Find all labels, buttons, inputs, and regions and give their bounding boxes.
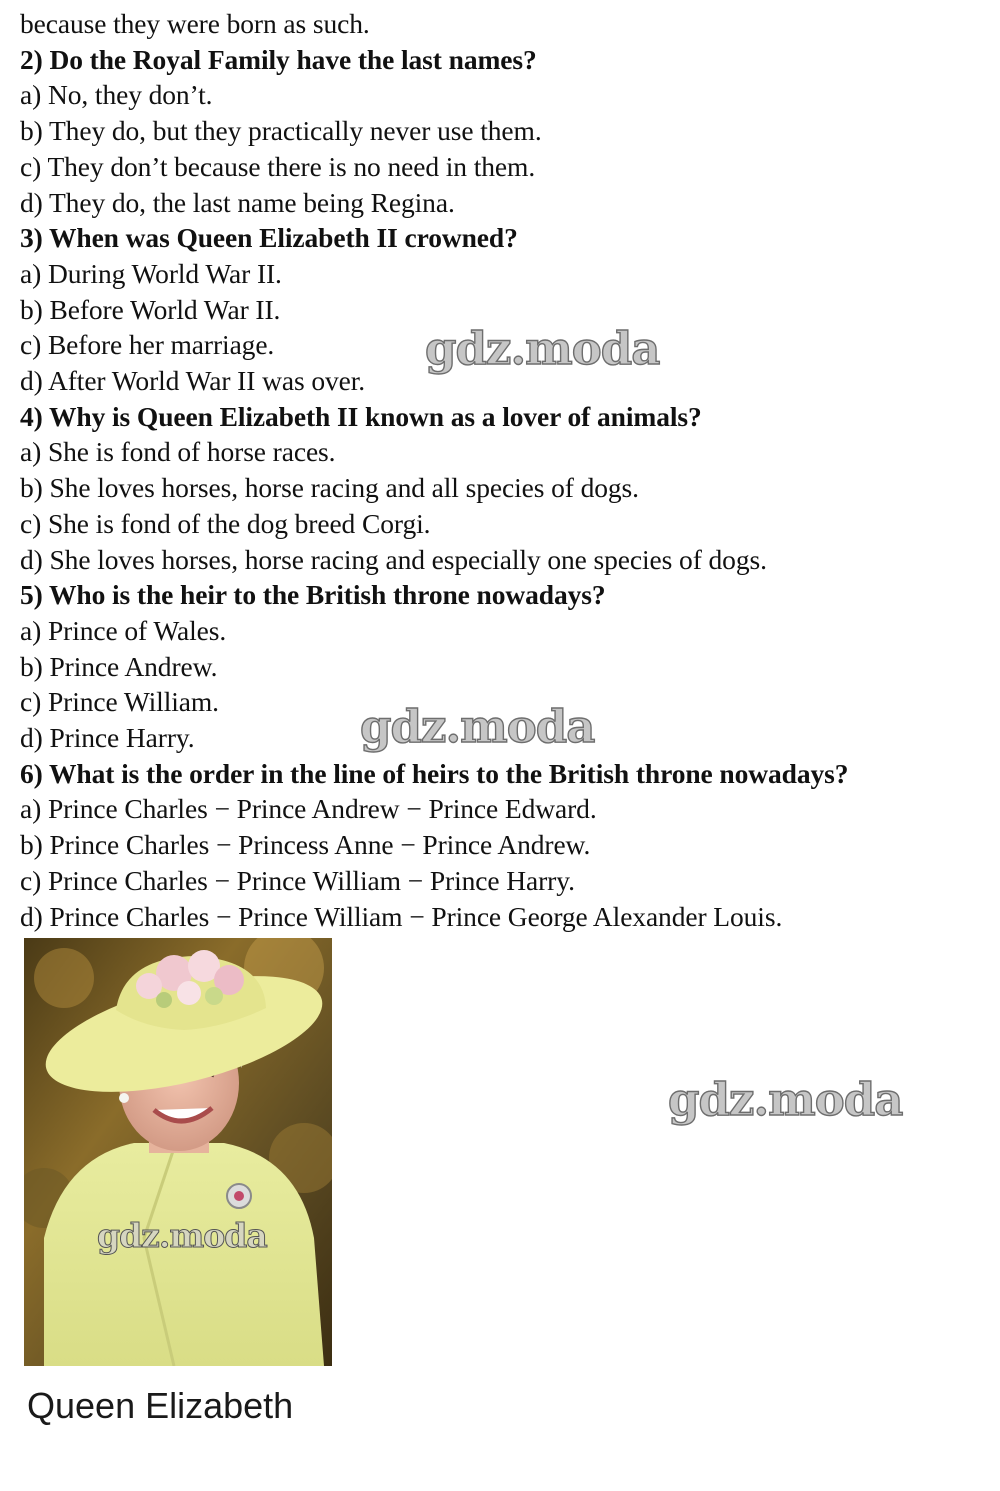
question-heading: 3) When was Queen Elizabeth II crowned? [20, 222, 518, 254]
answer-option: b) Before World War II. [20, 293, 281, 325]
answer-option: c) Prince William. [20, 686, 219, 718]
answer-option: c) They don’t because there is no need in them. [20, 150, 536, 182]
answer-option: d) She loves horses, horse racing and especially one species of dogs. [20, 543, 767, 575]
quiz-text [20, 6, 995, 934]
watermark: gdz.moda [668, 1073, 903, 1126]
watermark: gdz.moda [425, 322, 660, 375]
answer-option: a) Prince Charles − Prince Andrew − Prince Edward. [20, 793, 597, 825]
photo-caption: Queen Elizabeth [27, 1385, 294, 1426]
answer-option: c) She is fond of the dog breed Corgi. [20, 507, 431, 539]
question-heading: 6) What is the order in the line of heirs to the British throne nowadays? [20, 757, 849, 789]
answer-option: c) Before her marriage. [20, 329, 275, 361]
answer-option: b) They do, but they practically never use them. [20, 115, 542, 147]
answer-option: d) Prince Charles − Prince William − Prince George Alexander Louis. [20, 900, 783, 932]
answer-option: b) Prince Andrew. [20, 650, 218, 682]
watermark: gdz.moda [97, 1216, 267, 1255]
answer-option: d) Prince Harry. [20, 722, 195, 754]
queen-elizabeth-photo [24, 938, 332, 1366]
watermark: gdz.moda [360, 700, 595, 753]
question-heading: 4) Why is Queen Elizabeth II known as a lover of animals? [20, 400, 702, 432]
answer-option: a) No, they don’t. [20, 79, 213, 111]
answer-option: because they were born as such. [20, 8, 370, 39]
question-heading: 2) Do the Royal Family have the last names? [20, 43, 537, 75]
answer-option: b) She loves horses, horse racing and all species of dogs. [20, 472, 639, 504]
answer-option: b) Prince Charles − Princess Anne − Prince Andrew. [20, 829, 591, 861]
portrait-illustration [24, 938, 332, 1366]
question-heading: 5) Who is the heir to the British throne nowadays? [20, 579, 606, 611]
answer-option: a) She is fond of horse races. [20, 436, 336, 468]
answer-option: d) After World War II was over. [20, 365, 366, 397]
answer-option: c) Prince Charles − Prince William − Prince Harry. [20, 864, 575, 896]
answer-option: a) Prince of Wales. [20, 614, 227, 646]
answer-option: d) They do, the last name being Regina. [20, 186, 455, 218]
answer-option: a) During World War II. [20, 257, 282, 289]
